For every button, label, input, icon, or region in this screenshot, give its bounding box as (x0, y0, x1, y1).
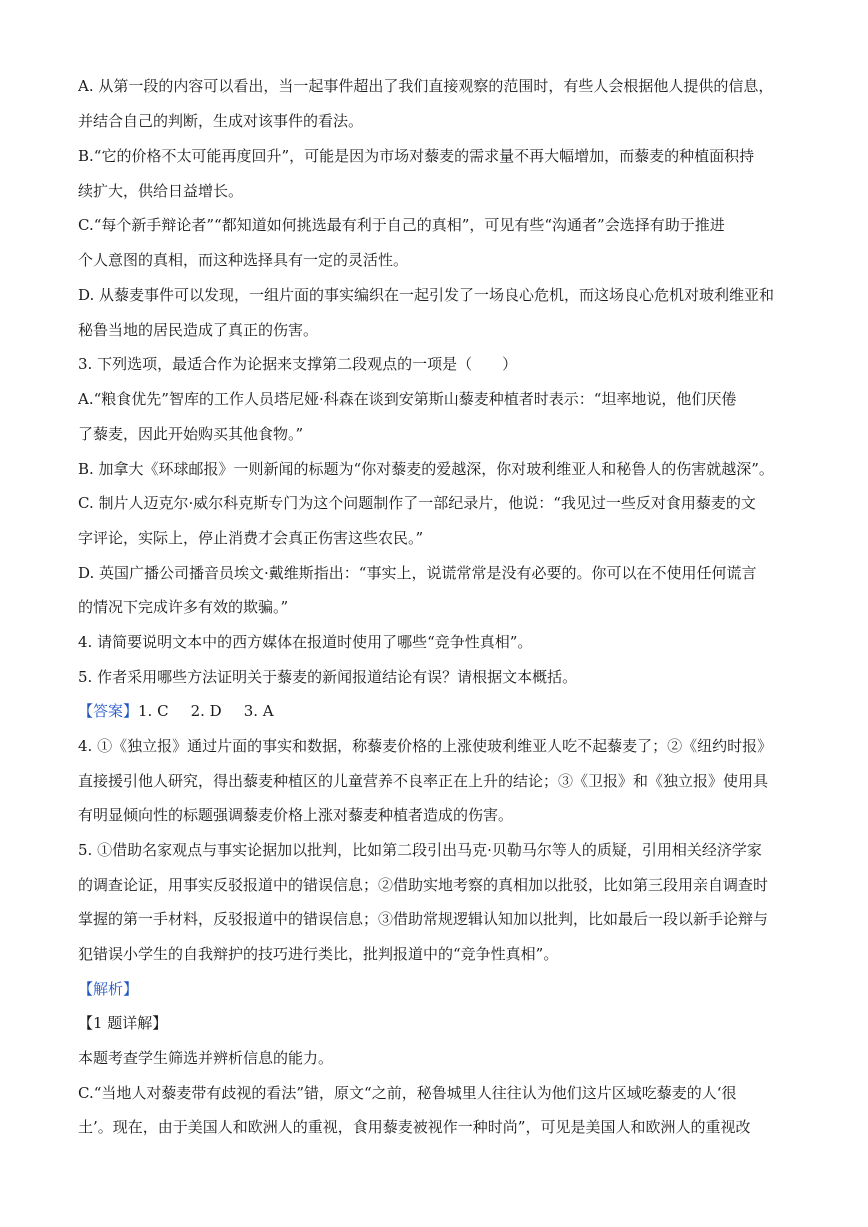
q3-option-c-line-2: 字评论，实际上，停止消费才会真正伤害这些农民。” (78, 529, 424, 547)
option-b-line-1: B.“它的价格不太可能再度回升”，可能是因为市场对藜麦的需求量不再大幅增加，而藜麦的种植面积持 (78, 147, 755, 165)
answer-1: 1. C (138, 702, 169, 720)
q3-option-d-line-1: D. 英国广播公司播音员埃文·戴维斯指出：“事实上，说谎常常是没有必要的。你可以在不使用任何谎言 (78, 564, 757, 582)
answer-line (78, 701, 794, 721)
q3-option-a-line-2: 了藜麦，因此开始购买其他食物。” (78, 425, 304, 443)
option-b-line-2: 续扩大，供给日益增长。 (78, 182, 244, 200)
question-5: 5. 作者采用哪些方法证明关于藜麦的新闻报道结论有误？请根据文本概括。 (78, 668, 578, 686)
answer-5-line-1: 5. ①借助名家观点与事实论据加以批判，比如第二段引出马克·贝勒马尔等人的质疑，引用相关经济学家 (78, 841, 762, 859)
option-c-line-1: C.“每个新手辩论者”“都知道如何挑选最有利于自己的真相”，可见有些“沟通者”会选择有助于推进 (78, 216, 725, 234)
analysis-text-1: 本题考查学生筛选并辨析信息的能力。 (78, 1049, 334, 1067)
answer-5-line-4: 犯错误小学生的自我辩护的技巧进行类比，批判报道中的“竞争性真相”。 (78, 945, 559, 963)
option-d-line-1: D. 从藜麦事件可以发现，一组片面的事实编织在一起引发了一场良心危机，而这场良心危机对玻利维亚和 (78, 286, 775, 304)
answer-4-line-3: 有明显倾向性的标题强调藜麦价格上涨对藜麦种植者造成的伤害。 (78, 806, 514, 824)
q3-option-a-line-1: A.“粮食优先”智库的工作人员塔尼娅·科森在谈到安第斯山藜麦种植者时表示：“坦率地说，他们厌倦 (78, 390, 737, 408)
option-c-line-2: 个人意图的真相，而这种选择具有一定的灵活性。 (78, 251, 409, 269)
answer-2: 2. D (190, 702, 222, 720)
answer-3: 3. A (243, 702, 274, 720)
answer-5-line-2: 的调查论证，用事实反驳报道中的错误信息；②借助实地考察的真相加以批驳，比如第三段用亲自调查时 (78, 876, 769, 894)
analysis-text-2: C.“当地人对藜麦带有歧视的看法”错，原文“之前，秘鲁城里人往往认为他们这片区域吃藜麦的人‘很 (78, 1084, 737, 1102)
q3-option-c-line-1: C. 制片人迈克尔·威尔科克斯专门为这个问题制作了一部纪录片，他说：“我见过一些反对食用藜麦的文 (78, 494, 756, 512)
detail-tag: 【1 题详解】 (78, 1014, 168, 1032)
option-a-line-2: 并结合自己的判断，生成对该事件的看法。 (78, 112, 364, 130)
answer-4-line-1: 4. ①《独立报》通过片面的事实和数据，称藜麦价格的上涨使玻利维亚人吃不起藜麦了；②《纽约时报》 (78, 737, 773, 755)
answer-tag: 【答案】 (78, 702, 139, 720)
analysis-text-3: 土’。现在，由于美国人和欧洲人的重视，食用藜麦被视作一种时尚”，可见是美国人和欧洲人的重视改 (78, 1118, 751, 1136)
question-3-stem: 3. 下列选项，最适合作为论据来支撑第二段观点的一项是（ ） (78, 355, 518, 373)
analysis-tag: 【解析】 (78, 980, 139, 998)
q3-option-b: B. 加拿大《环球邮报》一则新闻的标题为“你对藜麦的爱越深，你对玻利维亚人和秘鲁人的伤害就越深”。 (78, 460, 774, 478)
answer-5-line-3: 掌握的第一手材料，反驳报道中的错误信息；③借助常规逻辑认知加以批判，比如最后一段以新手论辩与 (78, 910, 769, 928)
option-a-line-1: A. 从第一段的内容可以看出，当一起事件超出了我们直接观察的范围时，有些人会根据他人提供的信息， (78, 77, 774, 95)
answer-4-line-2: 直接援引他人研究，得出藜麦种植区的儿童营养不良率正在上升的结论；③《卫报》和《独立报》使用具 (78, 772, 769, 790)
q3-option-d-line-2: 的情况下完成许多有效的欺骗。” (78, 598, 289, 616)
option-d-line-2: 秘鲁当地的居民造成了真正的伤害。 (78, 321, 319, 339)
question-4: 4. 请简要说明文本中的西方媒体在报道时使用了哪些“竞争性真相”。 (78, 633, 533, 651)
